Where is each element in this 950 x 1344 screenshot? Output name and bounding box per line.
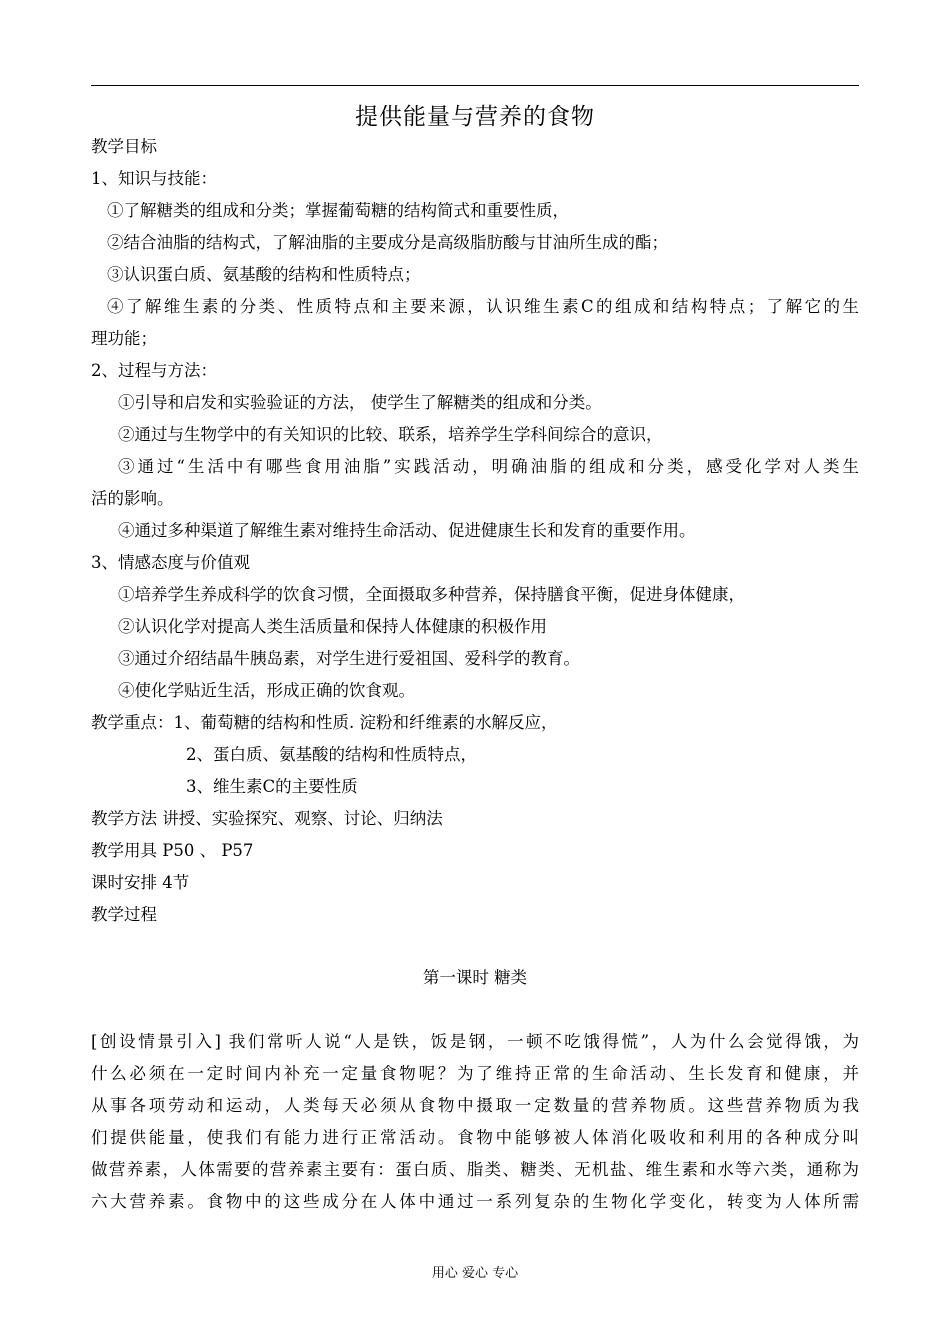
subsection-heading: 2、过程与方法： [91,361,217,380]
text-line: ④通过多种渠道了解维生素对维持生命活动、促进健康生长和发育的重要作用。 [118,521,696,540]
text-line: ①了解糖类的组成和分类；掌握葡萄糖的结构简式和重要性质， [107,201,569,220]
paragraph-line: 做营养素，人体需要的营养素主要有：蛋白质、脂类、糖类、无机盐、维生素和水等六类，通称为 [91,1160,859,1179]
paragraph-line: 什么必须在一定时间内补充一定量食物呢？为了维持正常的生命活动、生长发育和健康，并 [91,1064,859,1083]
header-rule [91,85,859,86]
text-line: 3、维生素C的主要性质 [186,777,358,796]
text-line: 理功能； [91,329,157,348]
text-line: ②通过与生物学中的有关知识的比较、联系，培养学生学科间综合的意识， [118,425,663,444]
text-line: 2、蛋白质、氨基酸的结构和性质特点， [186,745,477,764]
page-footer: 用心 爱心 专心 [431,1266,519,1281]
lesson-schedule: 课时安排 4节 [91,873,190,892]
text-line: ③认识蛋白质、氨基酸的结构和性质特点； [107,265,421,284]
section-heading: 教学过程 [91,905,157,924]
lesson-title: 第一课时 糖类 [422,968,528,987]
text-line: ②结合油脂的结构式，了解油脂的主要成分是高级脂肪酸与甘油所生成的酯； [107,233,668,252]
text-line: ③通过“生活中有哪些食用油脂”实践活动，明确油脂的组成和分类，感受化学对人类生 [118,457,859,476]
paragraph-line: 从事各项劳动和运动，人类每天必须从食物中摄取一定数量的营养物质。这些营养物质为我 [91,1096,859,1115]
text-line: ③通过介绍结晶牛胰岛素，对学生进行爱祖国、爱科学的教育。 [118,649,580,668]
text-line: ①引导和启发和实验验证的方法， 使学生了解糖类的组成和分类。 [118,393,602,412]
text-line: 活的影响。 [91,489,174,508]
paragraph-line: [创设情景引入] 我们常听人说“人是铁，饭是钢，一顿不吃饿得慌”，人为什么会觉得饿，为 [91,1032,859,1051]
text-line: ④使化学贴近生活，形成正确的饮食观。 [118,681,415,700]
paragraph-line: 六大营养素。食物中的这些成分在人体中通过一系列复杂的生物化学变化，转变为人体所需 [91,1192,859,1211]
paragraph-line: 们提供能量，使我们有能力进行正常活动。食物中能够被人体消化吸收和利用的各种成分叫 [91,1128,859,1147]
teaching-focus: 教学重点：1、葡萄糖的结构和性质. 淀粉和纤维素的水解反应， [91,713,558,732]
subsection-heading: 1、知识与技能： [91,169,217,188]
page-title: 提供能量与营养的食物 [355,104,595,130]
teaching-method: 教学方法 讲授、实验探究、观察、讨论、归纳法 [91,809,443,828]
section-heading: 教学目标 [91,137,157,156]
teaching-tools: 教学用具 P50 、 P57 [91,841,254,860]
subsection-heading: 3、情感态度与价值观 [91,553,250,572]
text-line: ④了解维生素的分类、性质特点和主要来源，认识维生素C的组成和结构特点；了解它的生 [107,297,859,316]
text-line: ②认识化学对提高人类生活质量和保持人体健康的积极作用 [118,617,547,636]
text-line: ①培养学生养成科学的饮食习惯，全面摄取多种营养，保持膳食平衡，促进身体健康， [118,585,745,604]
